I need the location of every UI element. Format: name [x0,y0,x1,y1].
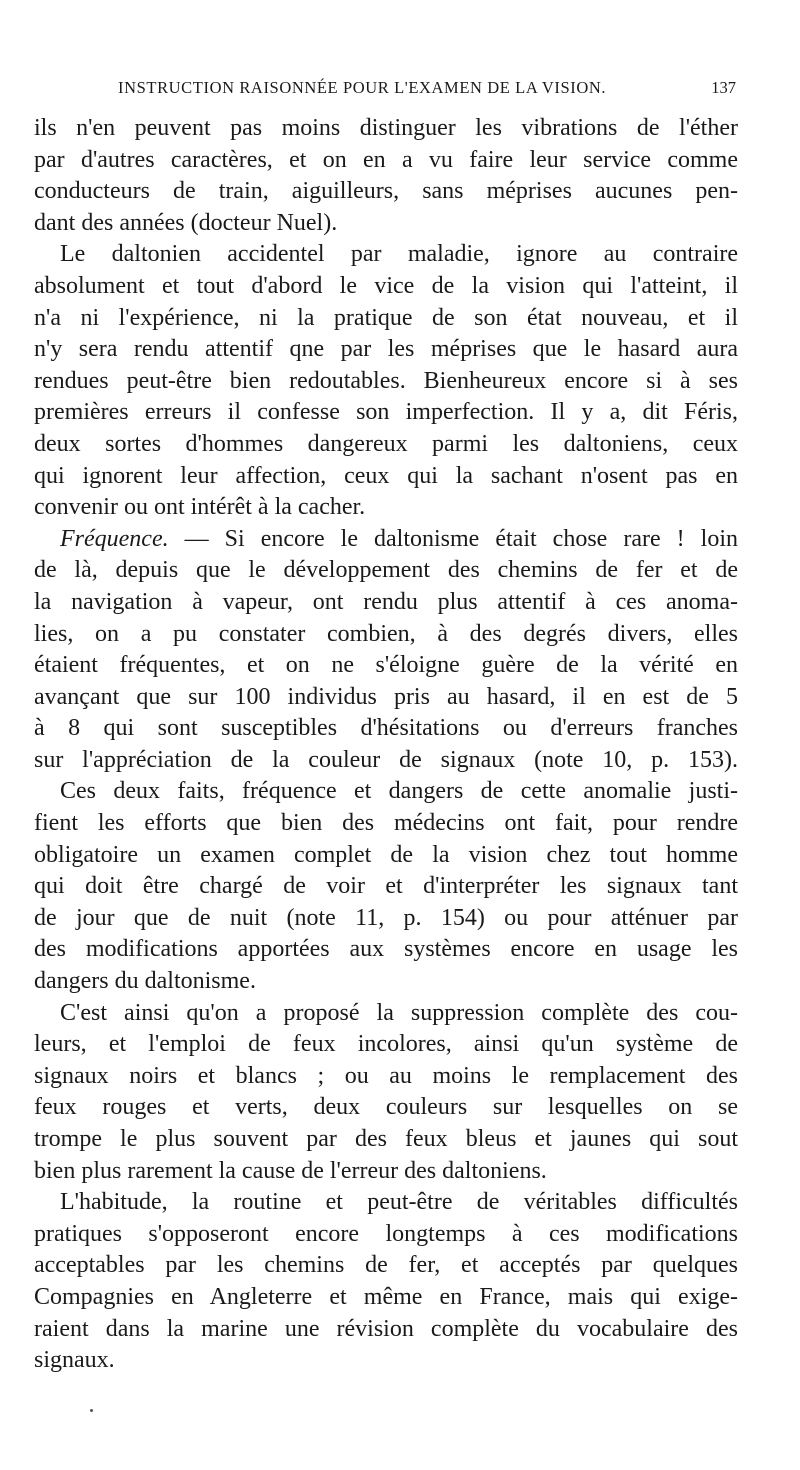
text-line: feux rouges et verts, deux couleurs sur lesquelles on se [34,1094,738,1121]
text-line: ils n'en peuvent pas moins distinguer les vibrations de l'éther [34,115,738,141]
text-line: Compagnies en Angleterre et même en France, mais qui exige- [34,1283,738,1310]
text-line: signaux. [34,1347,115,1374]
text-line: absolument et tout d'abord le vice de la vision qui l'atteint, il [34,272,738,299]
running-head [118,78,736,102]
text-line [34,524,738,556]
text-line: Le daltonien accidentel par maladie, ignore au contraire [60,241,738,268]
body-text [34,113,738,1377]
text-line: fient les efforts que bien des médecins ont fait, pour rendre [34,810,738,837]
text-line: avançant que sur 100 individus pris au hasard, il en est de 5 [34,683,738,710]
scan-speck [90,1409,93,1412]
text-line: étaient fréquentes, et on ne s'éloigne guère de la vérité en [34,652,738,679]
text-line: C'est ainsi qu'on a proposé la suppression complète des cou- [60,999,738,1026]
text-line: obligatoire un examen complet de la vision chez tout homme [34,841,738,868]
text-line: Ces deux faits, fréquence et dangers de cette anomalie justi- [60,778,738,805]
text-line: n'y sera rendu attentif qne par les méprises que le hasard aura [34,336,738,363]
text-line: leurs, et l'emploi de feux incolores, ainsi qu'un système de [34,1031,738,1058]
section-heading: Fréquence. [60,525,169,552]
running-title: INSTRUCTION RAISONNÉE POUR L'EXAMEN DE LA VISION. [118,78,607,97]
text-line: signaux noirs et blancs ; ou au moins le remplacement des [34,1062,738,1089]
text-run: — Si encore le daltonisme était chose rare ! loin [168,525,738,552]
text-line: conducteurs de train, aiguilleurs, sans méprises aucunes pen- [34,178,738,205]
text-line: qui ignorent leur affection, ceux qui la sachant n'osent pas en [34,462,738,489]
text-line: par d'autres caractères, et on en a vu faire leur service comme [34,146,738,173]
text-line: pratiques s'opposeront encore longtemps à ces modifications [34,1220,738,1247]
text-line: de jour que de nuit (note 11, p. 154) ou pour atténuer par [34,904,738,931]
text-line: deux sortes d'hommes dangereux parmi les daltoniens, ceux [34,430,738,457]
text-line: à 8 qui sont susceptibles d'hésitations ou d'erreurs franches [34,715,738,742]
text-line: lies, on a pu constater combien, à des degrés divers, elles [34,620,738,647]
page-number: 137 [711,78,736,97]
text-line: sur l'appréciation de la couleur de signaux (note 10, p. 153). [34,746,738,773]
text-line: bien plus rarement la cause de l'erreur des daltoniens. [34,1157,547,1184]
text-line: acceptables par les chemins de fer, et acceptés par quelques [34,1252,738,1279]
text-line: dant des années (docteur Nuel). [34,209,338,236]
text-line: n'a ni l'expérience, ni la pratique de son état nouveau, et il [34,304,738,331]
text-line: de là, depuis que le développement des chemins de fer et de [34,557,738,584]
text-line: qui doit être chargé de voir et d'interpréter les signaux tant [34,873,738,900]
text-line: dangers du daltonisme. [34,968,256,995]
text-line: rendues peut-être bien redoutables. Bienheureux encore si à ses [34,367,738,394]
text-line: des modifications apportées aux systèmes encore en usage les [34,936,738,963]
text-line: premières erreurs il confesse son imperfection. Il y a, dit Féris, [34,399,738,426]
text-line: trompe le plus souvent par des feux bleus et jaunes qui sout [34,1126,738,1152]
text-line: raient dans la marine une révision complète du vocabulaire des [34,1315,738,1342]
text-line: convenir ou ont intérêt à la cacher. [34,494,366,521]
text-line: L'habitude, la routine et peut-être de véritables difficultés [60,1189,738,1216]
text-line: la navigation à vapeur, ont rendu plus attentif à ces anoma- [34,588,738,615]
